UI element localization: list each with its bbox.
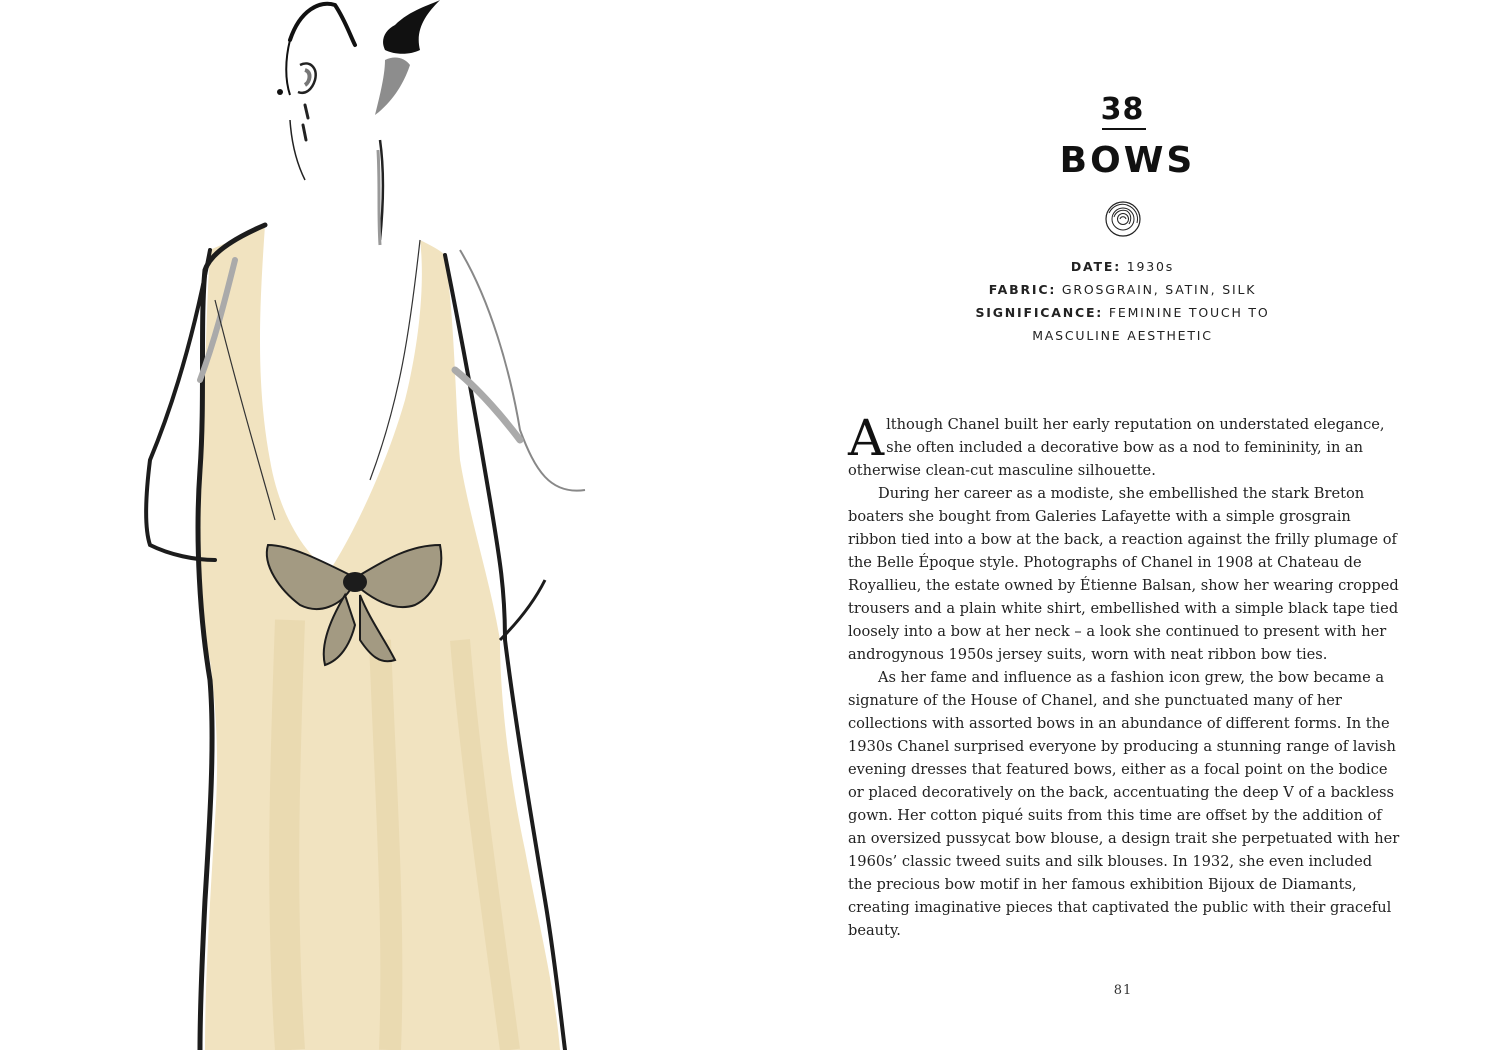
garment-edge-right-inner	[500, 580, 545, 640]
meta-date	[950, 255, 1295, 278]
chapter-number-underline	[1102, 128, 1146, 130]
hair-bun-fill	[383, 0, 440, 54]
meta-date-value: 1930s	[1126, 259, 1175, 274]
meta-date-label: DATE:	[1070, 259, 1122, 274]
meta-fabric-label: FABRIC:	[988, 282, 1057, 297]
chapter-title: BOWS	[1059, 140, 1196, 181]
metadata-block	[950, 255, 1295, 347]
earring-dot	[277, 89, 283, 95]
hair-grey	[375, 58, 410, 115]
ear-grey	[305, 70, 310, 85]
paragraph-1-text: lthough Chanel built her early reputation on understated elegance, she often included a decorative bow as a nod to femininity, in an otherwise clean-cut masculine silhouette.	[848, 416, 1385, 479]
body-text	[848, 409, 1400, 942]
meta-significance-value: FEMININE TOUCH TO	[1108, 305, 1270, 320]
chapter-number: 38	[1100, 92, 1145, 127]
bow-knot	[343, 572, 367, 592]
paragraph-2: During her career as a modiste, she embellished the stark Breton boaters she bought from Galeries Lafayette with a simple grosgrain ribbon tied into a bow at the back, a reaction against the frilly plumage of the Belle Époque style. Photographs of Chanel in 1908 at Chateau de Royallieu, the estate owned by Étienne Balsan, show her wearing cropped trousers and a plain white shirt, embellished with a simple black tape tied loosely into a bow at her neck – a look she continued to present with her androgynous 1950s jersey suits, worn with neat ribbon bow ties.	[848, 485, 1399, 663]
drop-cap: A	[848, 409, 885, 467]
right-page	[750, 0, 1500, 1050]
hair-bun-stroke	[290, 4, 355, 45]
page-number: 81	[1113, 983, 1133, 998]
paragraph-3: As her fame and influence as a fashion icon grew, the bow became a signature of the House of Chanel, and she punctuated many of her collections with assorted bows in an abundance of different forms. In the 1930s Chanel surprised everyone by producing a stunning range of lavish evening dresses that featured bows, either as a focal point on the bodice or placed decoratively on the back, accentuating the deep V of a backless gown. Her cotton piqué suits from this time are offset by the addition of an oversized pussycat bow blouse, a design trait she perpetuated with her 1960s’ classic tweed suits and silk blouses. In 1932, she even included the precious bow motif in her famous exhibition Bijoux de Diamants, creating imaginative pieces that captivated the public with their graceful beauty.	[848, 669, 1400, 939]
meta-fabric	[950, 278, 1295, 301]
arm-right	[460, 250, 585, 491]
meta-fabric-value: GROSGRAIN, SATIN, SILK	[1061, 282, 1257, 297]
dress-fold-2	[380, 640, 391, 1050]
camellia-icon	[1103, 199, 1143, 239]
earring-drop	[303, 105, 308, 140]
meta-significance-label: SIGNIFICANCE:	[975, 305, 1104, 320]
neck-right-grey	[378, 150, 380, 245]
dress-fold-1	[284, 620, 290, 1050]
head-outline	[286, 40, 290, 95]
ear-stroke	[298, 63, 316, 92]
meta-significance-cont: MASCULINE AESTHETIC	[1032, 328, 1213, 343]
paragraph-1	[848, 409, 1400, 482]
meta-significance	[950, 301, 1295, 324]
